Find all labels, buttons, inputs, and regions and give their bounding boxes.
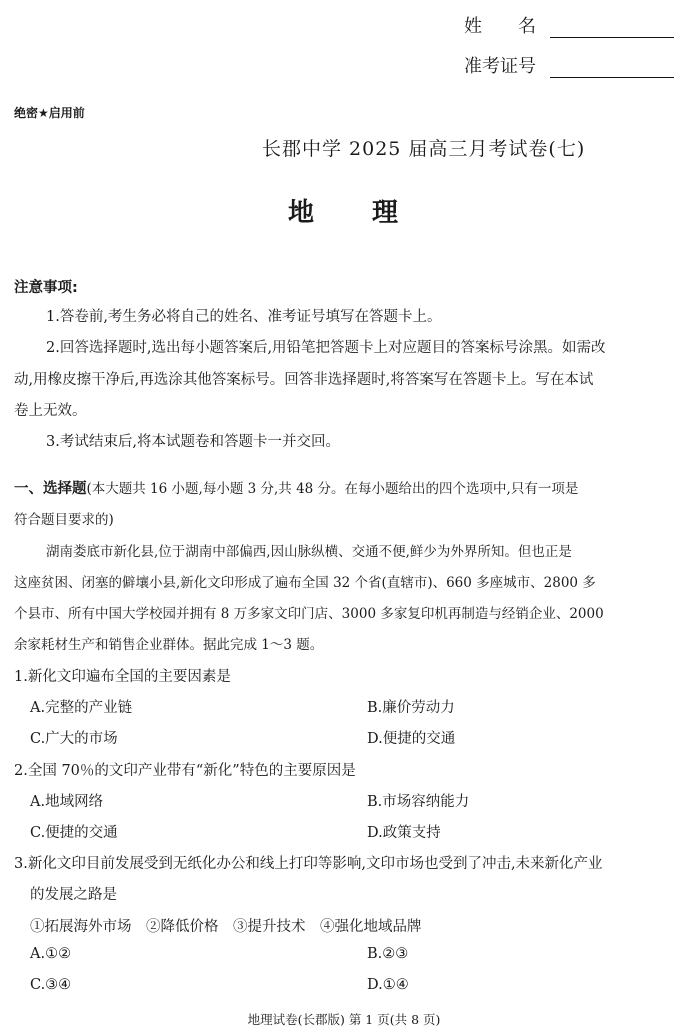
name-label: 姓 名 <box>464 16 536 37</box>
name-blank <box>550 17 674 38</box>
question-3-option-d: D.①④ <box>367 977 409 993</box>
section-desc-line-2: 符合题目要求的) <box>14 512 114 528</box>
page-footer: 地理试卷(长郡版) 第 1 页(共 8 页) <box>247 1012 441 1027</box>
exam-id-label: 准考证号 <box>464 56 536 77</box>
question-1-option-c: C.广大的市场 <box>30 731 118 747</box>
question-2-stem: 2.全国 70％的文印产业带有“新化”特色的主要原因是 <box>14 763 356 779</box>
passage-line-4: 余家耗材生产和销售企业群体。据此完成 1～3 题。 <box>14 637 324 653</box>
notice-item-2-line-1: 2.回答选择题时,选出每小题答案后,用铅笔把答题卡上对应题目的答案标号涂黑。如需改 <box>46 340 606 356</box>
notice-item-1: 1.答卷前,考生务必将自己的姓名、准考证号填写在答题卡上。 <box>46 309 442 325</box>
question-3-choices: ①拓展海外市场 ②降低价格 ③提升技术 ④强化地域品牌 <box>30 919 422 935</box>
question-3-option-b: B.②③ <box>367 946 409 962</box>
section-title: 一、选择题 <box>14 481 87 497</box>
question-2-option-c: C.便捷的交通 <box>30 825 118 841</box>
section-heading <box>14 477 578 498</box>
question-3-stem-line-1: 3.新化文印目前发展受到无纸化办公和线上打印等影响,文印市场也受到了冲击,未来新化产业 <box>14 856 603 872</box>
exam-id-field <box>464 52 674 78</box>
secret-label: 绝密★启用前 <box>14 106 85 120</box>
passage-line-2: 这座贫困、闭塞的僻壤小县,新化文印形成了遍布全国 32 个省(直辖市)、660 多座城市、2800 多 <box>14 575 596 591</box>
question-2-option-b: B.市场容纳能力 <box>367 794 470 810</box>
question-2-option-a: A.地域网络 <box>30 794 104 810</box>
notice-item-2-line-2: 动,用橡皮擦干净后,再选涂其他答案标号。回答非选择题时,将答案写在答题卡上。写在本试 <box>14 372 594 388</box>
name-field <box>464 12 674 38</box>
section-desc-line-1: (本大题共 16 小题,每小题 3 分,共 48 分。在每小题给出的四个选项中,只有一项是 <box>86 481 579 497</box>
notice-item-3: 3.考试结束后,将本试题卷和答题卡一并交回。 <box>46 434 340 450</box>
question-2-option-d: D.政策支持 <box>367 825 441 841</box>
notice-title: 注意事项: <box>14 280 78 296</box>
passage-line-1: 湖南娄底市新化县,位于湖南中部偏西,因山脉纵横、交通不便,鲜少为外界所知。但也正是 <box>46 544 572 560</box>
exam-id-blank <box>550 57 674 78</box>
exam-title: 长郡中学 2025 届高三月考试卷(七) <box>262 138 586 160</box>
question-3-option-c: C.③④ <box>30 977 72 993</box>
passage-line-3: 个县市、所有中国大学校园并拥有 8 万多家文印门店、3000 多家复印机再制造与经销企业、2000 <box>14 606 604 622</box>
question-1-option-b: B.廉价劳动力 <box>367 700 455 716</box>
subject-title: 地 理 <box>287 198 400 228</box>
question-3-option-a: A.①② <box>30 946 72 962</box>
question-1-option-d: D.便捷的交通 <box>367 731 456 747</box>
question-1-option-a: A.完整的产业链 <box>30 700 133 716</box>
question-1-stem: 1.新化文印遍布全国的主要因素是 <box>14 669 231 685</box>
question-3-stem-line-2: 的发展之路是 <box>30 887 117 903</box>
notice-item-2-line-3: 卷上无效。 <box>14 403 87 419</box>
